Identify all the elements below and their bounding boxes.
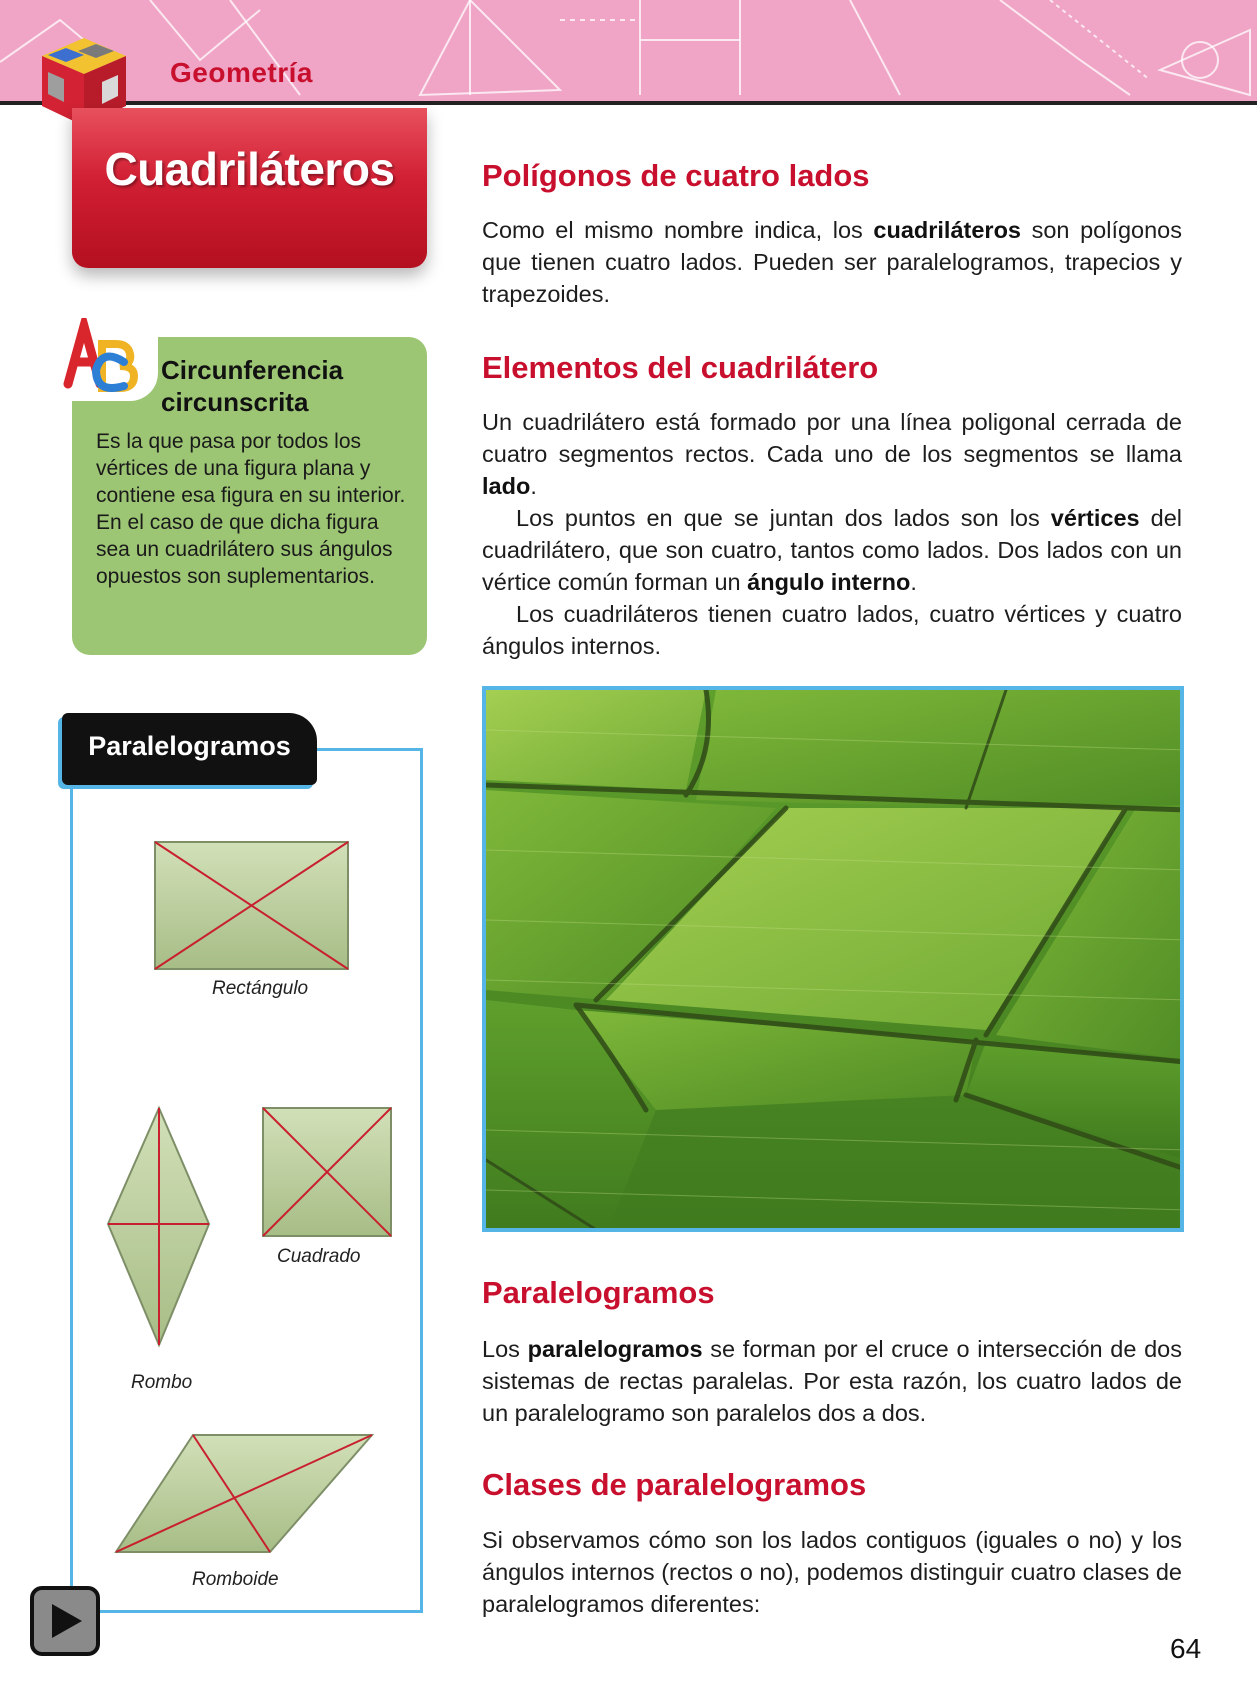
heading-paralelogramos: Paralelogramos (482, 1275, 715, 1310)
header-rule (0, 101, 1257, 105)
definition-title (161, 354, 343, 418)
text-span: Los (482, 1336, 528, 1362)
square-label: Cuadrado (277, 1246, 361, 1267)
figures-panel-title: Paralelogramos (88, 731, 291, 761)
play-icon (44, 1600, 86, 1642)
paragraph-clases: Si observamos cómo son los lados contiguos (iguales o no) y los ángulos internos (rectos o no), podemos distinguir cuatro clases de paralelogramos diferentes: (482, 1527, 1182, 1617)
square-icon (263, 1108, 391, 1236)
term-paralelogramos: paralelogramos (527, 1336, 703, 1362)
title-card (72, 108, 427, 268)
figures-panel-tab (62, 713, 317, 785)
term-lado: lado (482, 473, 531, 499)
text-span: . (530, 473, 537, 499)
rhomboid-icon (116, 1435, 372, 1552)
rectangle-icon (155, 842, 348, 969)
abc-icon (62, 318, 148, 396)
term-angulo-interno: ángulo interno (747, 569, 911, 595)
text-span: Los cuadriláteros tienen cuatro lados, cuatro vértices y cuatro ángulos internos. (482, 601, 1182, 659)
paragraph-poligonos (482, 214, 1182, 310)
figures-panel-top-border (312, 748, 423, 751)
term-cuadrilateros: cuadriláteros (873, 217, 1021, 243)
text-span: Los puntos en que se juntan dos lados son los (516, 505, 1051, 531)
heading-elementos: Elementos del cuadrilátero (482, 350, 879, 385)
fields-image (486, 690, 1184, 1232)
section-label: Geometría (170, 57, 313, 88)
text-span: Como el mismo nombre indica, los (482, 217, 874, 243)
paragraph-elementos (482, 406, 1182, 662)
heading-clases: Clases de paralelogramos (482, 1467, 867, 1502)
rectangle-label: Rectángulo (212, 978, 309, 999)
page-number: 64 (1170, 1633, 1202, 1664)
page-title: Cuadriláteros (104, 143, 395, 195)
figures-drawing (70, 800, 420, 1580)
text-span: Un cuadrilátero está formado por una línea poligonal cerrada de cuatro segmentos rectos. Cada uno de los segmentos se llama (482, 409, 1182, 467)
rhomboid-label: Romboide (192, 1569, 279, 1590)
aerial-fields-photo (482, 686, 1184, 1232)
rhombus-icon (108, 1108, 209, 1345)
definition-title-line2: circunscrita (161, 387, 309, 417)
term-vertices: vértices (1050, 505, 1140, 531)
text-span: del cuadrilátero, que son cuatro, tantos como lados. Dos lados con un vértice común forman un (482, 505, 1182, 595)
text-span: son polígonos que tienen cuatro lados. Pueden ser paralelogramos, trapecios y trapezoides. (482, 217, 1182, 307)
text-span: se forman por el cruce o intersección de dos sistemas de rectas paralelas. Por esta razón, los cuatro lados de un paralelogramo son paralelos dos a dos. (482, 1336, 1183, 1426)
paragraph-paralelogramos (482, 1333, 1182, 1429)
play-button[interactable] (30, 1586, 100, 1656)
rhombus-label: Rombo (131, 1372, 193, 1393)
definition-title-line1: Circunferencia (161, 355, 344, 385)
heading-poligonos: Polígonos de cuatro lados (482, 158, 870, 193)
text-span: . (910, 569, 917, 595)
definition-body: Es la que pasa por todos los vértices de una figura plana y contiene esa figura en su interior. En el caso de que dicha figura sea un cuadrilátero sus ángulos opuestos son suplementarios. (96, 430, 406, 588)
